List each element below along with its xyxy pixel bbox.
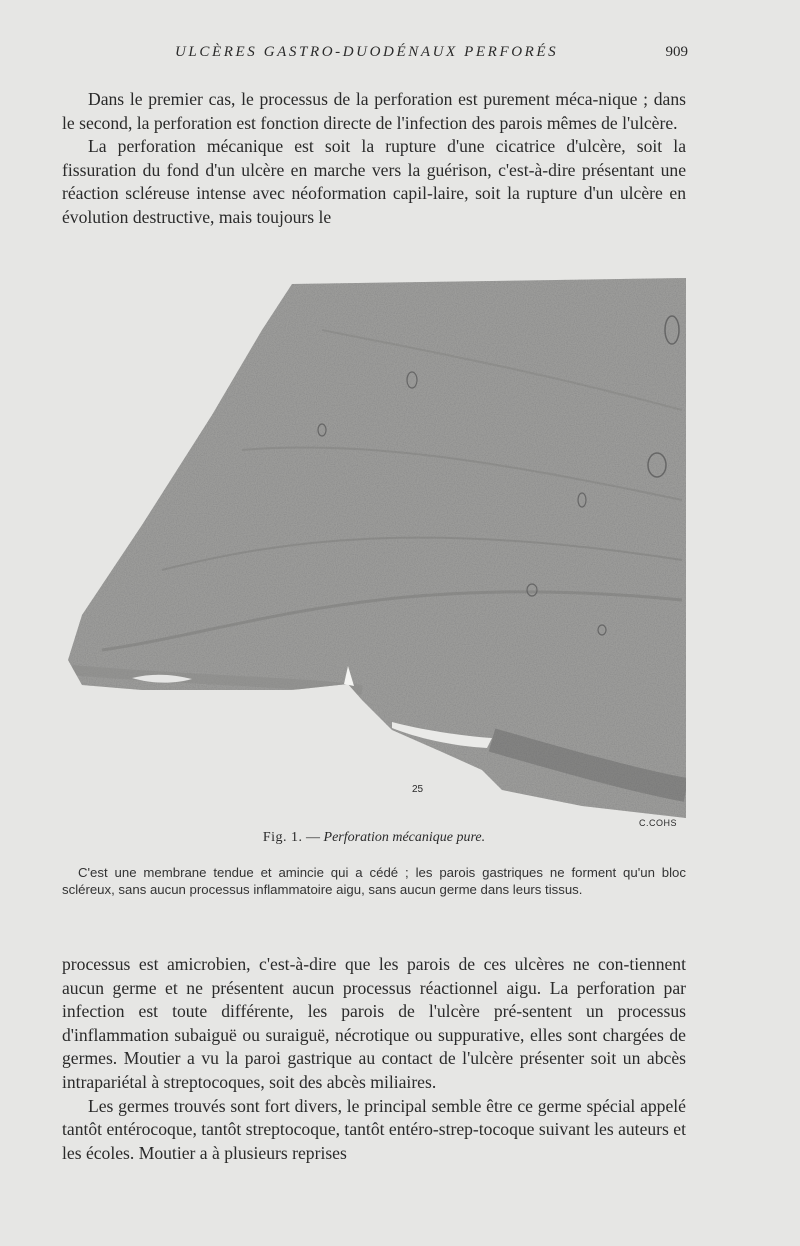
histology-figure [62,270,692,830]
caption-dash: — [306,830,324,845]
paragraph: La perforation mécanique est soit la rupture d'une cicatrice d'ulcère, soit la fissuration du fond d'un ulcère en marche vers la guérison, c'est-à-dire présentant une réaction scléreuse intense avec néoformation capil-laire, soit la rupture d'un ulcère en évolution destructive, mais toujours le [62,136,686,227]
running-header [60,44,688,68]
tissue-section-illustration [62,270,692,830]
body-text-bottom [62,953,686,1165]
paragraph: Les germes trouvés sont fort divers, le principal semble être ce germe spécial appelé tantôt entérocoque, tantôt streptocoque, tantôt entéro-strep-tocoque suivant les auteurs et les écoles. Moutier a à plusieurs reprises [62,1095,686,1163]
running-title: ULCÈRES GASTRO-DUODÉNAUX PERFORÉS [175,44,559,60]
page-number: 909 [665,44,688,60]
figure-title: Perforation mécanique pure. [323,830,486,845]
figure-caption [62,830,686,846]
figure-marker: 25 [412,784,424,795]
illustrator-signature: C.COHS [639,818,678,828]
figure-legend: C'est une membrane tendue et amincie qui a cédé ; les parois gastriques ne forment qu'un bloc scléreux, sans aucun processus inflammatoire aigu, sans aucun germe dans leurs tissus. [62,865,686,897]
paragraph: Dans le premier cas, le processus de la perforation est purement méca-nique ; dans le second, la perforation est fonction directe de l'infection des parois mêmes de l'ulcère. [62,89,686,133]
paragraph: processus est amicrobien, c'est-à-dire que les parois de ces ulcères ne con-tiennent aucun germe et ne présentent aucun processus réactionnel aigu. La perforation par infection est toute différente, les parois de l'ulcère pré-sentent un processus d'inflammation subaiguë ou suraiguë, nécrotique ou suppurative, elles sont chargées de germes. Moutier a vu la paroi gastrique au contact de l'ulcère présenter soit un abcès intrapariétal à streptocoques, soit des abcès miliaires. [62,954,686,1092]
body-text-top [62,88,686,230]
figure-label: Fig. 1. [262,830,303,845]
